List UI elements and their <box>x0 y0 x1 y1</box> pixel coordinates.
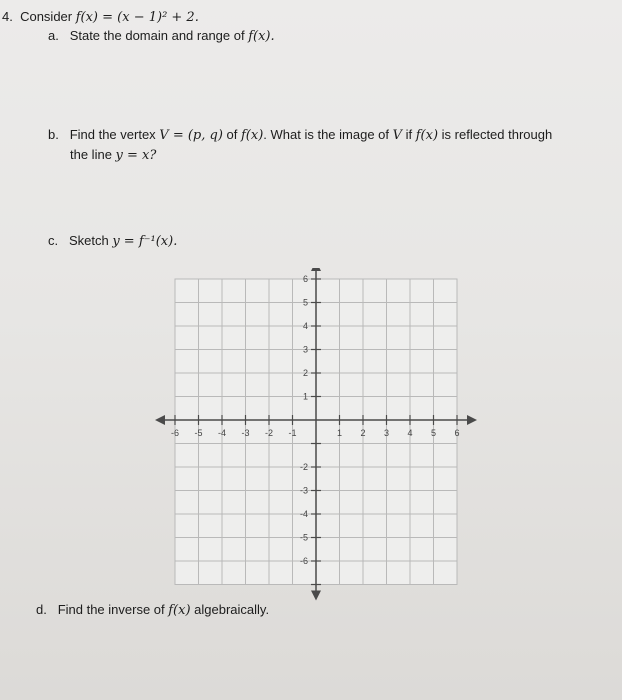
part-d <box>36 601 269 620</box>
part-b-fx-expr-2: f(x) <box>415 128 439 143</box>
part-c-expr: y = f⁻¹(x). <box>112 234 178 249</box>
x-tick-label: 5 <box>430 428 437 438</box>
x-tick-label: 2 <box>360 428 366 438</box>
part-b <box>48 126 552 145</box>
x-tick-label: -2 <box>264 428 274 438</box>
y-tick-label: 3 <box>302 344 308 355</box>
x-tick-label: -1 <box>288 428 297 438</box>
part-a-text: State the domain and range of <box>69 28 249 43</box>
y-tick-label: 5 <box>302 297 308 308</box>
y-tick-label: -2 <box>299 462 308 472</box>
part-b-text2: of <box>222 127 241 142</box>
part-d-expr: f(x) <box>168 603 191 618</box>
part-b-label: b. <box>48 127 59 142</box>
part-c <box>48 232 177 251</box>
part-c-label: c. <box>48 233 59 248</box>
part-b-fx-expr: f(x) <box>240 128 264 143</box>
question-number: 4. <box>2 9 13 24</box>
y-tick-label: 6 <box>302 274 308 284</box>
part-d-text: Find the inverse of <box>57 602 169 617</box>
x-axis-arrow-left <box>155 415 165 425</box>
part-c-text: Sketch <box>68 233 113 248</box>
part-a <box>48 27 275 46</box>
question-prefix: Consider <box>20 9 76 24</box>
part-b-line2 <box>70 146 156 165</box>
y-tick-label: -4 <box>299 509 308 519</box>
x-tick-label: -5 <box>194 428 203 438</box>
part-b-text1: Find the vertex <box>69 127 160 142</box>
y-tick-label: -3 <box>299 485 308 496</box>
x-tick-label: -4 <box>217 428 227 438</box>
part-b-text4: if <box>402 127 416 142</box>
x-axis-arrow-right <box>467 415 477 425</box>
y-tick-label: 4 <box>302 321 308 331</box>
part-d-label: d. <box>36 602 47 617</box>
y-tick-label: -6 <box>299 556 308 566</box>
question-header <box>2 8 199 27</box>
y-axis-arrow-down <box>311 591 321 601</box>
y-tick-label: 2 <box>302 368 308 378</box>
x-tick-label: -3 <box>241 428 250 438</box>
y-tick-label: -5 <box>299 532 308 543</box>
part-b-vertex-expr: V = (p, q) <box>159 128 223 143</box>
function-expression: f(x) = (x − 1)² + 2. <box>75 10 199 25</box>
part-b-text5: is reflected through <box>438 127 553 142</box>
x-tick-label: 1 <box>336 428 343 438</box>
x-tick-label: -6 <box>170 428 180 438</box>
part-b-line2-expr: y = x? <box>115 148 157 163</box>
part-b-text3: . What is the image of <box>263 127 393 142</box>
y-axis-arrow-up <box>311 268 321 271</box>
y-tick-label: 1 <box>302 391 308 402</box>
part-a-label: a. <box>48 28 59 43</box>
coordinate-grid <box>150 268 482 604</box>
part-a-expr: f(x). <box>248 29 275 44</box>
x-tick-label: 6 <box>454 428 460 438</box>
x-tick-label: 3 <box>383 428 390 438</box>
part-b-v-expr: V <box>392 128 403 143</box>
part-d-text2: algebraically. <box>190 602 270 617</box>
part-b-line2-text: the line <box>70 147 116 162</box>
x-tick-label: 4 <box>407 428 413 438</box>
